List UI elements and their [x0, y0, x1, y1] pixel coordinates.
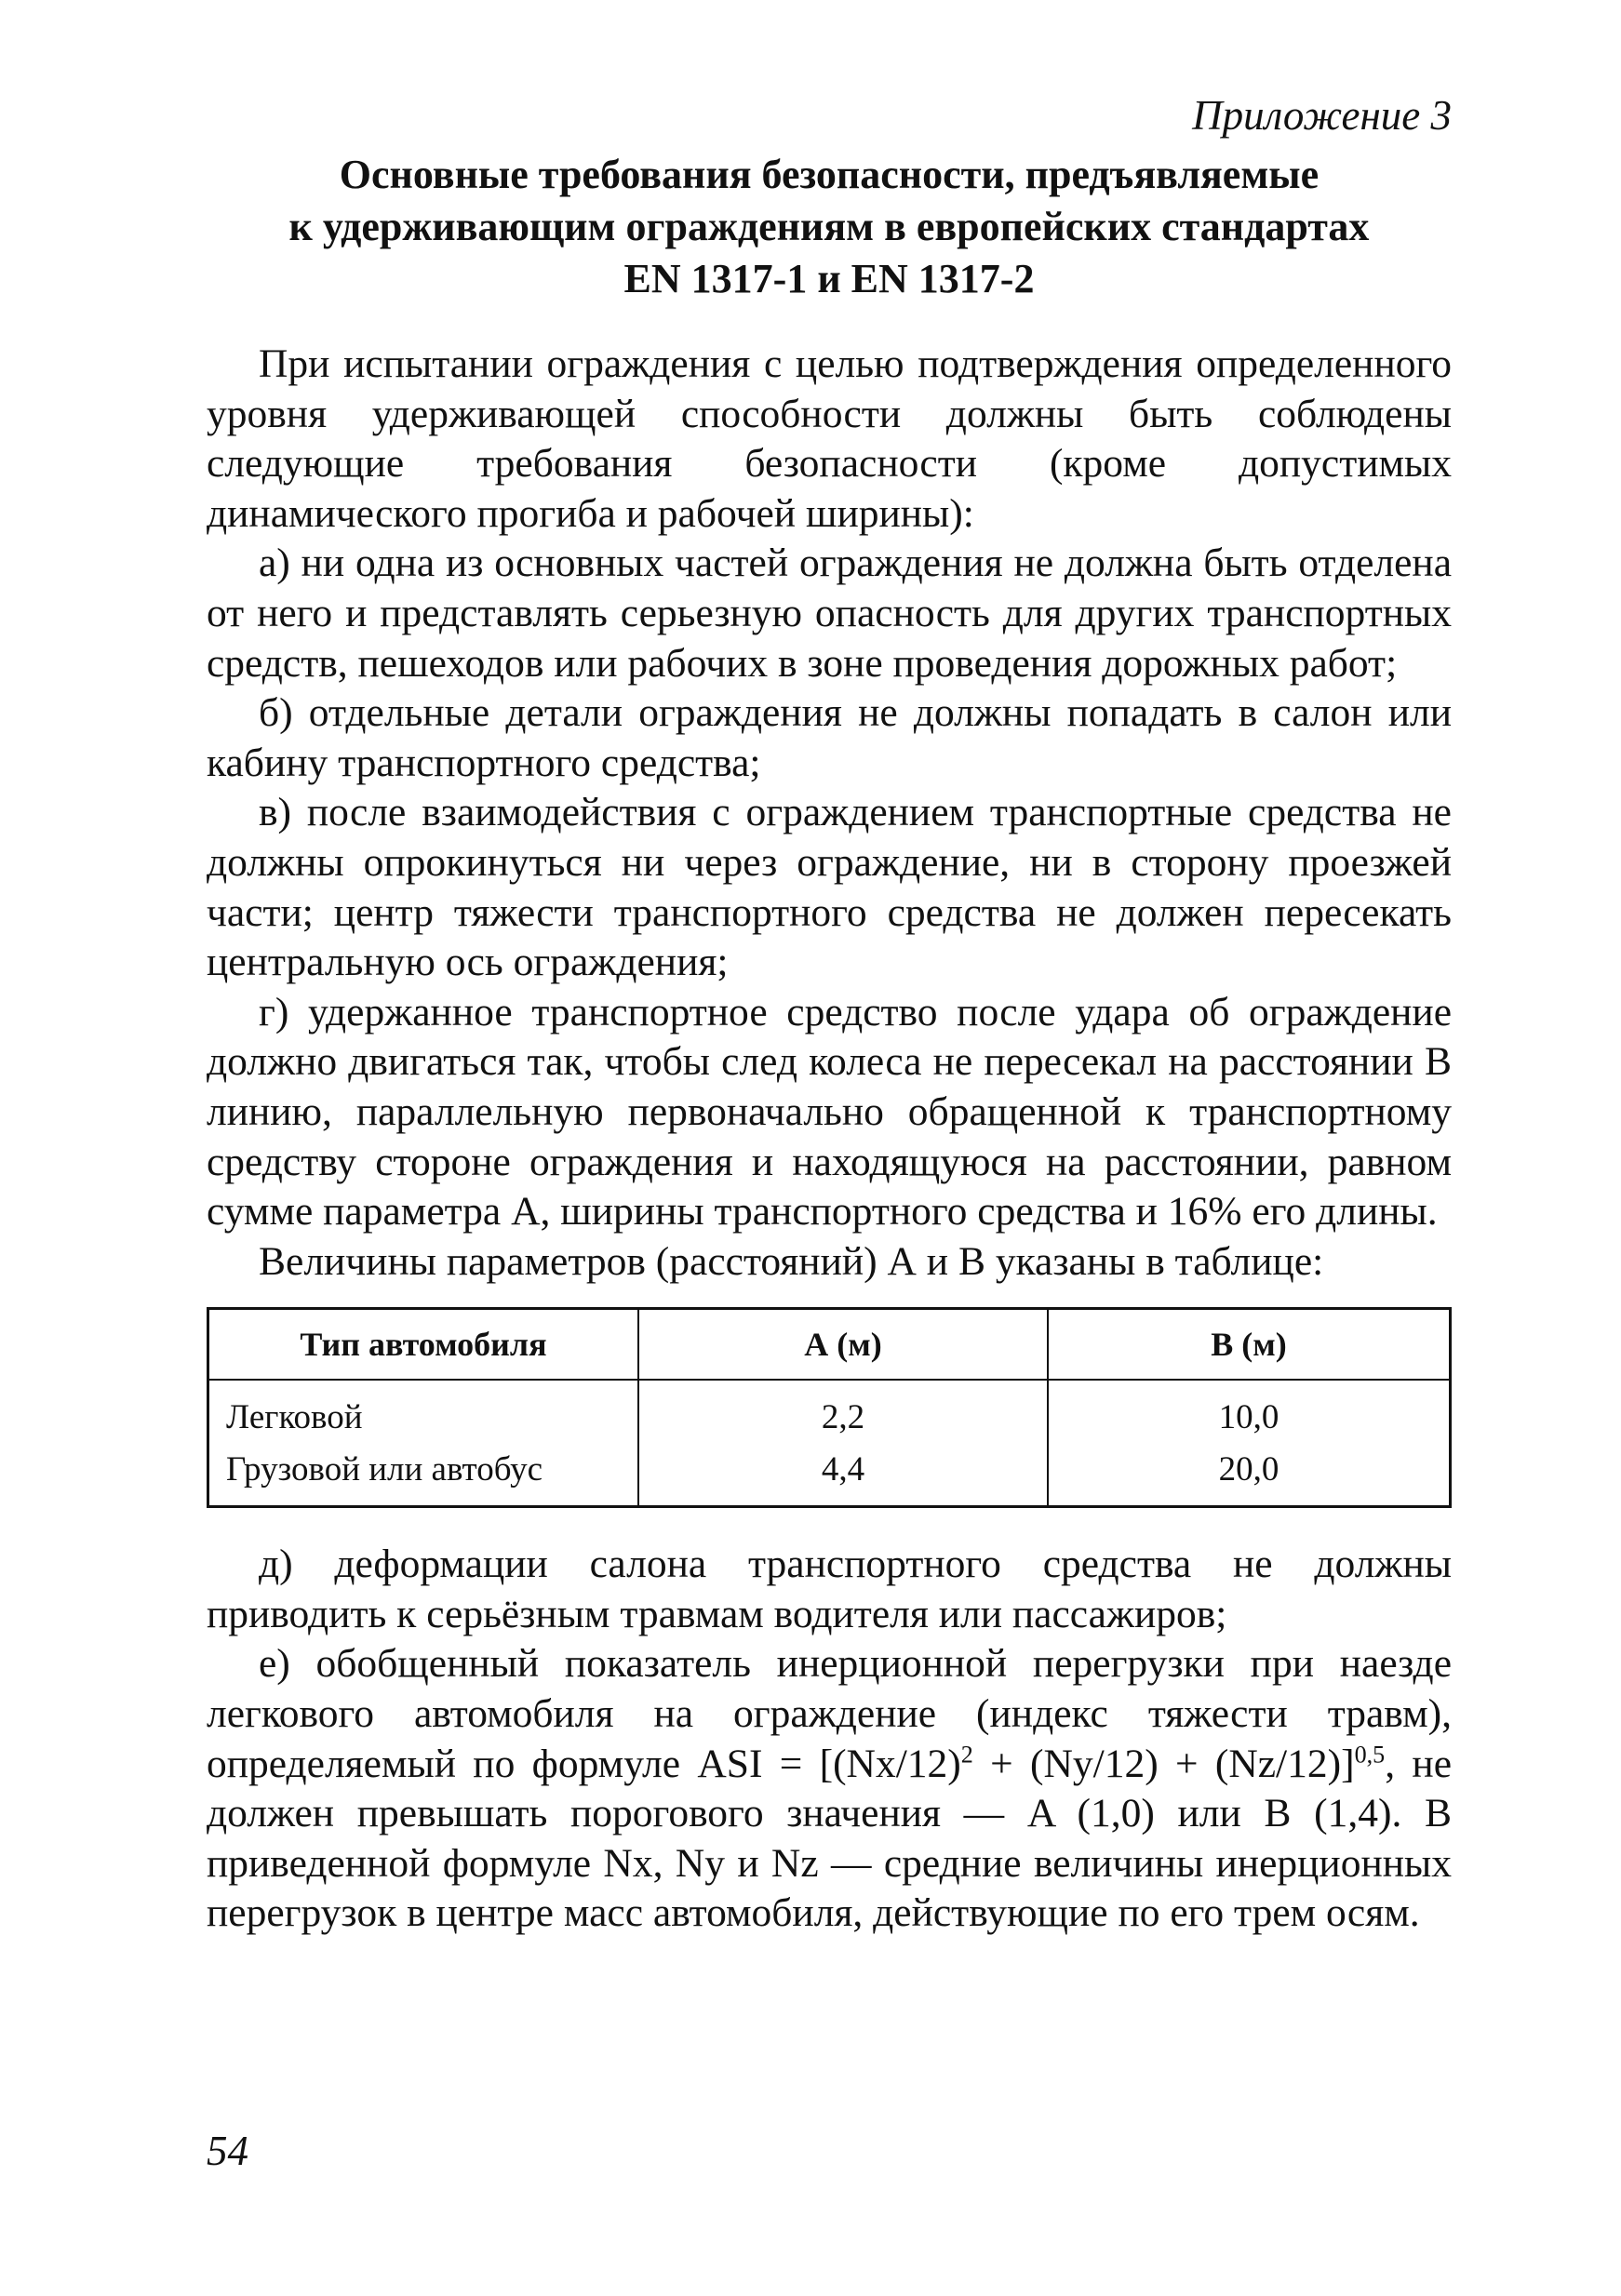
- formula-superscript-root: 0,5: [1354, 1741, 1386, 1769]
- requirement-b: б) отдельные детали ограждения не должны попадать в салон или кабину транспортного средства;: [207, 690, 1452, 785]
- requirement-e-text-3: , не должен превышать порогового значения — A (1,0) или B (1,4). В приведенной формуле Nx, Ny и Nz — средние величины инерционных перегрузок в центре масс автомобиля, действующие по его трем осям.: [207, 1741, 1452, 1936]
- header-param-a: А (м): [638, 1309, 1048, 1381]
- table-intro: Величины параметров (расстояний) А и В указаны в таблице:: [259, 1238, 1324, 1284]
- document-body: [207, 340, 1452, 1939]
- header-vehicle-type: Тип автомобиля: [208, 1309, 639, 1381]
- title-line-1: Основные требования безопасности, предъявляемые: [339, 152, 1320, 197]
- intro-paragraph: При испытании ограждения с целью подтверждения определенного уровня удерживающей способности должны быть соблюдены следующие требования безопасности (кроме допустимых динамического прогиба и рабочей ширины):: [207, 341, 1452, 536]
- table-row: [208, 1380, 1451, 1444]
- parameters-table-wrapper: [207, 1307, 1452, 1508]
- requirement-v: в) после взаимодействия с ограждением транспортные средства не должны опрокинуться ни через ограждение, ни в сторону проезжей части; центр тяжести транспортного средства не должен пересекать центральную ось ограждения;: [207, 790, 1452, 985]
- requirement-a: а) ни одна из основных частей ограждения не должна быть отделена от него и представлять серьезную опасность для других транспортных средств, пешеходов или рабочих в зоне проведения дорожных работ;: [207, 541, 1452, 686]
- appendix-label: Приложение 3: [1192, 92, 1452, 139]
- parameters-table: [207, 1307, 1452, 1508]
- cell-param-b: 10,0: [1048, 1380, 1451, 1444]
- header-param-b: В (м): [1048, 1309, 1451, 1381]
- cell-vehicle-type: Грузовой или автобус: [208, 1444, 639, 1507]
- table-row: [208, 1444, 1451, 1507]
- table-header-row: [208, 1309, 1451, 1381]
- cell-vehicle-type: Легковой: [208, 1380, 639, 1444]
- requirement-e: [207, 1639, 1452, 1939]
- document-title: [207, 149, 1452, 305]
- requirement-g: г) удержанное транспортное средство после удара об ограждение должно двигаться так, чтобы след колеса не пересекал на расстоянии B линию, параллельную первоначально обращенной к транспортному средству стороне ограждения и находящуюся на расстоянии, равном сумме параметра А, ширины транспортного средства и 16% его длины.: [207, 989, 1452, 1235]
- requirement-e-text-2: + (Ny/12) + (Nz/12)]: [972, 1741, 1355, 1786]
- title-line-3: EN 1317-1 и EN 1317-2: [623, 256, 1035, 301]
- formula-superscript-square: 2: [960, 1741, 973, 1769]
- page-number: 54: [207, 2128, 248, 2174]
- requirement-d: д) деформации салона транспортного средства не должны приводить к серьёзным травмам водителя или пассажиров;: [207, 1542, 1452, 1636]
- cell-param-b: 20,0: [1048, 1444, 1451, 1507]
- requirement-e-text-1: е) обобщенный показатель инерционной перегрузки при наезде легкового автомобиля на ограждение (индекс тяжести травм), определяемый по формуле ASI = [(Nx/12): [207, 1641, 1452, 1786]
- title-line-2: к удерживающим ограждениям в европейских стандартах: [288, 204, 1370, 249]
- document-page: [207, 0, 1452, 2296]
- cell-param-a: 2,2: [638, 1380, 1048, 1444]
- cell-param-a: 4,4: [638, 1444, 1048, 1507]
